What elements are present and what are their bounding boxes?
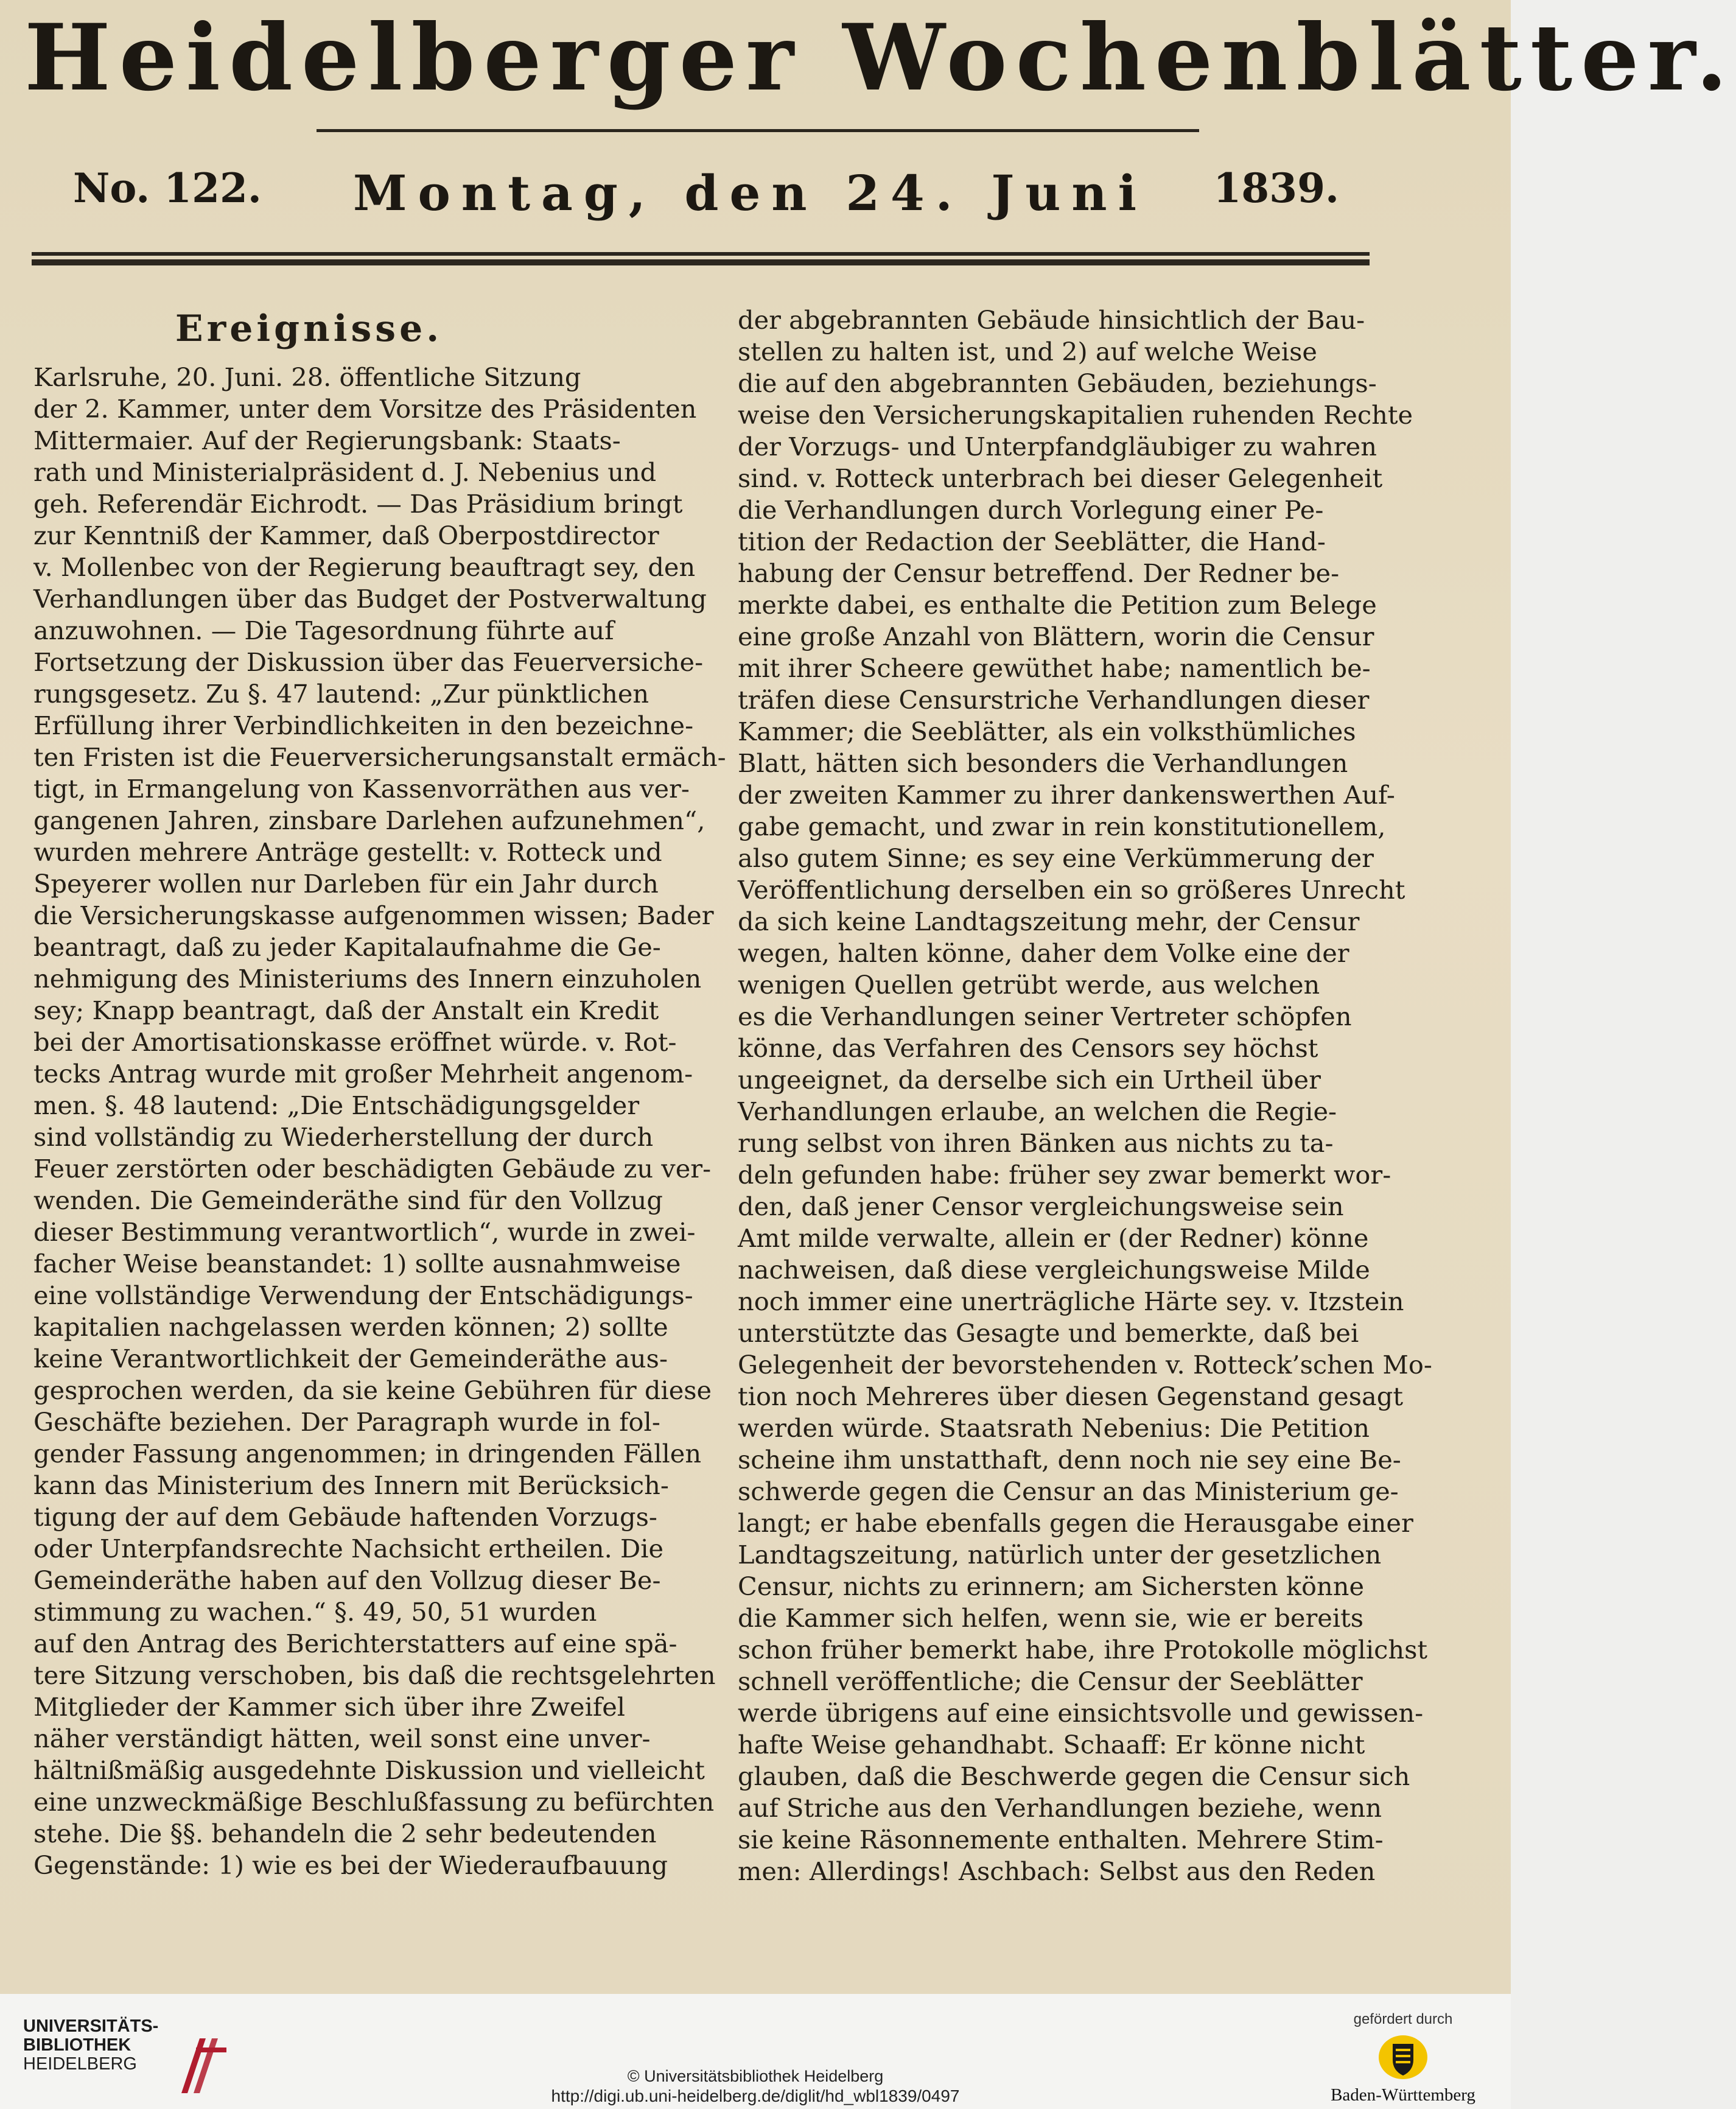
- left-column-line: Erfüllung ihrer Verbindlichkeiten in den bezeichne-: [33, 711, 694, 740]
- right-column-line: wenigen Quellen getrübt werde, aus welchen: [738, 970, 1320, 1000]
- right-column-line: men: Allerdings! Aschbach: Selbst aus den Reden: [738, 1856, 1376, 1886]
- funder-block[interactable]: [1315, 2011, 1491, 2105]
- left-column-line: Verhandlungen über das Budget der Postverwaltung: [33, 584, 707, 614]
- left-column-line: Speyerer wollen nur Darleben für ein Jahr durch: [33, 869, 659, 899]
- right-column-line: Veröffentlichung derselben ein so größeres Unrecht: [738, 875, 1405, 905]
- right-column-line: hafte Weise gehandhabt. Schaaff: Er könne nicht: [738, 1730, 1365, 1760]
- right-column-line: nachweisen, daß diese vergleichungsweise Milde: [738, 1255, 1370, 1285]
- right-column-line: Amt milde verwalte, allein er (der Redner) könne: [738, 1223, 1369, 1253]
- right-column-line: langt; er habe ebenfalls gegen die Herausgabe einer: [738, 1508, 1413, 1538]
- left-column-line: oder Unterpfandsrechte Nachsicht ertheilen. Die: [33, 1534, 664, 1563]
- right-column-text: [738, 304, 1432, 1887]
- right-column: [738, 304, 1432, 1887]
- right-column-line: könne, das Verfahren des Censors sey höchst: [738, 1033, 1318, 1063]
- right-column-line: ungeeignet, da derselbe sich ein Urtheil über: [738, 1065, 1321, 1095]
- right-column-line: rung selbst von ihren Bänken aus nichts zu ta-: [738, 1128, 1334, 1158]
- left-column-line: tecks Antrag wurde mit großer Mehrheit angenom-: [33, 1059, 693, 1089]
- right-column-line: schon früher bemerkt habe, ihre Protokolle möglichst: [738, 1635, 1428, 1665]
- left-column-line: kann das Ministerium des Innern mit Berücksich-: [33, 1470, 669, 1500]
- right-column-line: schwerde gegen die Censur an das Ministerium ge-: [738, 1476, 1399, 1506]
- right-column-line: scheine ihm unstatthaft, denn noch nie sey eine Be-: [738, 1445, 1401, 1475]
- right-column-line: gabe gemacht, und zwar in rein konstitutionellem,: [738, 812, 1386, 841]
- right-column-line: Blatt, hätten sich besonders die Verhandlungen: [738, 748, 1348, 778]
- right-column-line: Landtagszeitung, natürlich unter der gesetzlichen: [738, 1540, 1382, 1570]
- left-column-line: ten Fristen ist die Feuerversicherungsanstalt ermäch-: [33, 742, 726, 772]
- right-column-line: tition der Redaction der Seeblätter, die Hand-: [738, 527, 1326, 556]
- left-column-line: auf den Antrag des Berichterstatters auf eine spä-: [33, 1629, 677, 1658]
- right-column-line: Kammer; die Seeblätter, als ein volksthümliches: [738, 717, 1356, 746]
- left-column-line: beantragt, daß zu jeder Kapitalaufnahme die Ge-: [33, 932, 661, 962]
- section-title: Ereignisse.: [175, 307, 443, 350]
- left-column-line: keine Verantwortlichkeit der Gemeinderäthe aus-: [33, 1344, 668, 1374]
- library-logo-line-1: UNIVERSITÄTS-: [23, 2016, 159, 2036]
- baden-wuerttemberg-coat-of-arms-icon: [1376, 2033, 1430, 2082]
- left-column-line: tere Sitzung verschoben, bis daß die rechtsgelehrten: [33, 1660, 716, 1690]
- left-column-line: Gegenstände: 1) wie es bei der Wiederaufbauung: [33, 1850, 668, 1880]
- left-column-line: Karlsruhe, 20. Juni. 28. öffentliche Sitzung: [33, 362, 581, 392]
- right-column-line: Censur, nichts zu erinnern; am Sichersten könne: [738, 1571, 1365, 1601]
- left-column-line: geh. Referendär Eichrodt. — Das Präsidium bringt: [33, 489, 683, 519]
- left-column-line: wenden. Die Gemeinderäthe sind für den Vollzug: [33, 1185, 663, 1215]
- left-column-line: wurden mehrere Anträge gestellt: v. Rotteck und: [33, 837, 662, 867]
- left-column-line: eine vollständige Verwendung der Entschädigungs-: [33, 1280, 693, 1310]
- right-column-line: werden würde. Staatsrath Nebenius: Die Petition: [738, 1413, 1370, 1443]
- left-column-line: näher verständigt hätten, weil sonst eine unver-: [33, 1724, 651, 1753]
- left-column-line: facher Weise beanstandet: 1) sollte ausnahmweise: [33, 1249, 681, 1279]
- library-logo-line-2: BIBLIOTHEK: [23, 2035, 131, 2055]
- left-column-line: stimmung zu wachen.“ §. 49, 50, 51 wurden: [33, 1597, 597, 1627]
- left-column-line: der 2. Kammer, unter dem Vorsitze des Präsidenten: [33, 394, 697, 424]
- right-column-line: deln gefunden habe: früher sey zwar bemerkt wor-: [738, 1160, 1391, 1190]
- left-column-line: stehe. Die §§. behandeln die 2 sehr bedeutenden: [33, 1819, 657, 1848]
- left-column-line: kapitalien nachgelassen werden können; 2) sollte: [33, 1312, 668, 1342]
- right-column-line: stellen zu halten ist, und 2) auf welche Weise: [738, 337, 1317, 367]
- left-column-line: hältnißmäßig ausgedehnte Diskussion und vielleicht: [33, 1755, 705, 1785]
- right-column-line: die auf den abgebrannten Gebäuden, beziehungs-: [738, 368, 1377, 398]
- left-column: [33, 304, 726, 1881]
- right-column-line: sie keine Räsonnemente enthalten. Mehrere Stim-: [738, 1825, 1384, 1855]
- funder-name: Baden-Württemberg: [1331, 2085, 1475, 2105]
- right-column-line: wegen, halten könne, daher dem Volke eine der: [738, 938, 1349, 968]
- left-column-line: gesprochen werden, da sie keine Gebühren für diese: [33, 1375, 712, 1405]
- right-column-line: Verhandlungen erlaube, an welchen die Regie-: [738, 1097, 1337, 1126]
- right-column-line: merkte dabei, es enthalte die Petition zum Belege: [738, 590, 1377, 620]
- copyright-text: © Universitätsbibliothek Heidelberg: [627, 2067, 884, 2085]
- right-column-line: also gutem Sinne; es sey eine Verkümmerung der: [738, 843, 1374, 873]
- right-column-line: glauben, daß die Beschwerde gegen die Censur sich: [738, 1761, 1410, 1791]
- library-logo-line-3: HEIDELBERG: [23, 2054, 137, 2074]
- right-column-line: sind. v. Rotteck unterbrach bei dieser Gelegenheit: [738, 463, 1383, 493]
- left-column-line: men. §. 48 lautend: „Die Entschädigungsgelder: [33, 1090, 640, 1120]
- masthead-rule: [317, 129, 1199, 132]
- left-column-line: dieser Bestimmung verantwortlich“, wurde in zwei-: [33, 1217, 696, 1247]
- viewer-footer: [0, 1994, 1511, 2109]
- left-column-line: anzuwohnen. — Die Tagesordnung führte auf: [33, 616, 614, 645]
- left-column-line: sey; Knapp beantragt, daß der Anstalt ein Kredit: [33, 995, 659, 1025]
- right-column-line: weise den Versicherungskapitalien ruhenden Rechte: [738, 400, 1413, 430]
- left-column-line: die Versicherungskasse aufgenommen wissen; Bader: [33, 900, 714, 930]
- left-column-line: sind vollständig zu Wiederherstellung der durch: [33, 1122, 654, 1152]
- left-column-line: bei der Amortisationskasse eröffnet würde. v. Rot-: [33, 1027, 677, 1057]
- left-column-line: gangenen Jahren, zinsbare Darlehen aufzunehmen“,: [33, 805, 705, 835]
- right-column-line: es die Verhandlungen seiner Vertreter schöpfen: [738, 1002, 1352, 1031]
- funder-label: gefördert durch: [1353, 2011, 1453, 2027]
- right-column-line: den, daß jener Censor vergleichungsweise sein: [738, 1191, 1344, 1221]
- masthead-title: Heidelberger Wochenblätter.: [24, 4, 1736, 111]
- right-column-line: auf Striche aus den Verhandlungen beziehe, wenn: [738, 1793, 1382, 1823]
- left-column-line: v. Mollenbec von der Regierung beauftragt sey, den: [33, 552, 696, 582]
- left-column-line: Fortsetzung der Diskussion über das Feuerversiche-: [33, 647, 704, 677]
- right-column-line: unterstützte das Gesagte und bemerkte, daß bei: [738, 1318, 1359, 1348]
- left-column-text: [33, 362, 726, 1881]
- right-column-line: der abgebrannten Gebäude hinsichtlich der Bau-: [738, 305, 1365, 335]
- left-column-line: tigt, in Ermangelung von Kassenvorräthen aus ver-: [33, 774, 690, 804]
- right-column-line: der zweiten Kammer zu ihrer dankenswerthen Auf-: [738, 780, 1395, 810]
- left-column-line: Geschäfte beziehen. Der Paragraph wurde in fol-: [33, 1407, 660, 1437]
- right-column-line: Gelegenheit der bevorstehenden v. Rotteck’schen Mo-: [738, 1350, 1432, 1380]
- right-column-line: die Verhandlungen durch Vorlegung einer Pe-: [738, 495, 1324, 525]
- issue-date: Montag, den 24. Juni: [353, 164, 1147, 222]
- left-column-line: nehmigung des Ministeriums des Innern einzuholen: [33, 964, 702, 994]
- left-column-line: Gemeinderäthe haben auf den Vollzug dieser Be-: [33, 1565, 661, 1595]
- left-column-line: eine unzweckmäßige Beschlußfassung zu befürchten: [33, 1787, 715, 1817]
- left-column-line: zur Kenntniß der Kammer, daß Oberpostdirector: [33, 521, 659, 550]
- right-column-line: habung der Censur betreffend. Der Redner be-: [738, 558, 1340, 588]
- right-column-line: der Vorzugs- und Unterpfandgläubiger zu wahren: [738, 432, 1377, 461]
- left-column-line: Feuer zerstörten oder beschädigten Gebäude zu ver-: [33, 1154, 712, 1184]
- issue-year: 1839.: [1213, 164, 1339, 212]
- left-column-line: tigung der auf dem Gebäude haftenden Vorzugs-: [33, 1502, 657, 1532]
- right-column-line: da sich keine Landtagszeitung mehr, der Censur: [738, 907, 1360, 936]
- left-column-line: Mittermaier. Auf der Regierungsbank: Staats-: [33, 426, 621, 455]
- right-column-line: tion noch Mehreres über diesen Gegenstand gesagt: [738, 1381, 1404, 1411]
- left-column-line: rungsgesetz. Zu §. 47 lautend: „Zur pünktlichen: [33, 679, 649, 709]
- right-column-line: noch immer eine unerträgliche Härte sey. v. Itzstein: [738, 1286, 1404, 1316]
- right-column-line: träfen diese Censurstriche Verhandlungen dieser: [738, 685, 1370, 715]
- issue-number: No. 122.: [73, 164, 262, 212]
- header-double-rule: [32, 252, 1370, 267]
- issue-line: [73, 164, 1339, 225]
- right-column-line: werde übrigens auf eine einsichtsvolle und gewissen-: [738, 1698, 1424, 1728]
- permalink-url[interactable]: http://digi.ub.uni-heidelberg.de/diglit/hd_wbl1839/0497: [551, 2086, 960, 2105]
- right-column-line: die Kammer sich helfen, wenn sie, wie er bereits: [738, 1603, 1364, 1633]
- right-column-line: mit ihrer Scheere gewüthet habe; namentlich be-: [738, 653, 1371, 683]
- right-column-line: schnell veröffentliche; die Censur der Seeblätter: [738, 1666, 1363, 1696]
- left-column-line: Mitglieder der Kammer sich über ihre Zweifel: [33, 1692, 626, 1722]
- left-column-line: rath und Ministerialpräsident d. J. Nebenius und: [33, 457, 657, 487]
- left-column-line: gender Fassung angenommen; in dringenden Fällen: [33, 1439, 702, 1469]
- right-column-line: eine große Anzahl von Blättern, worin die Censur: [738, 622, 1374, 651]
